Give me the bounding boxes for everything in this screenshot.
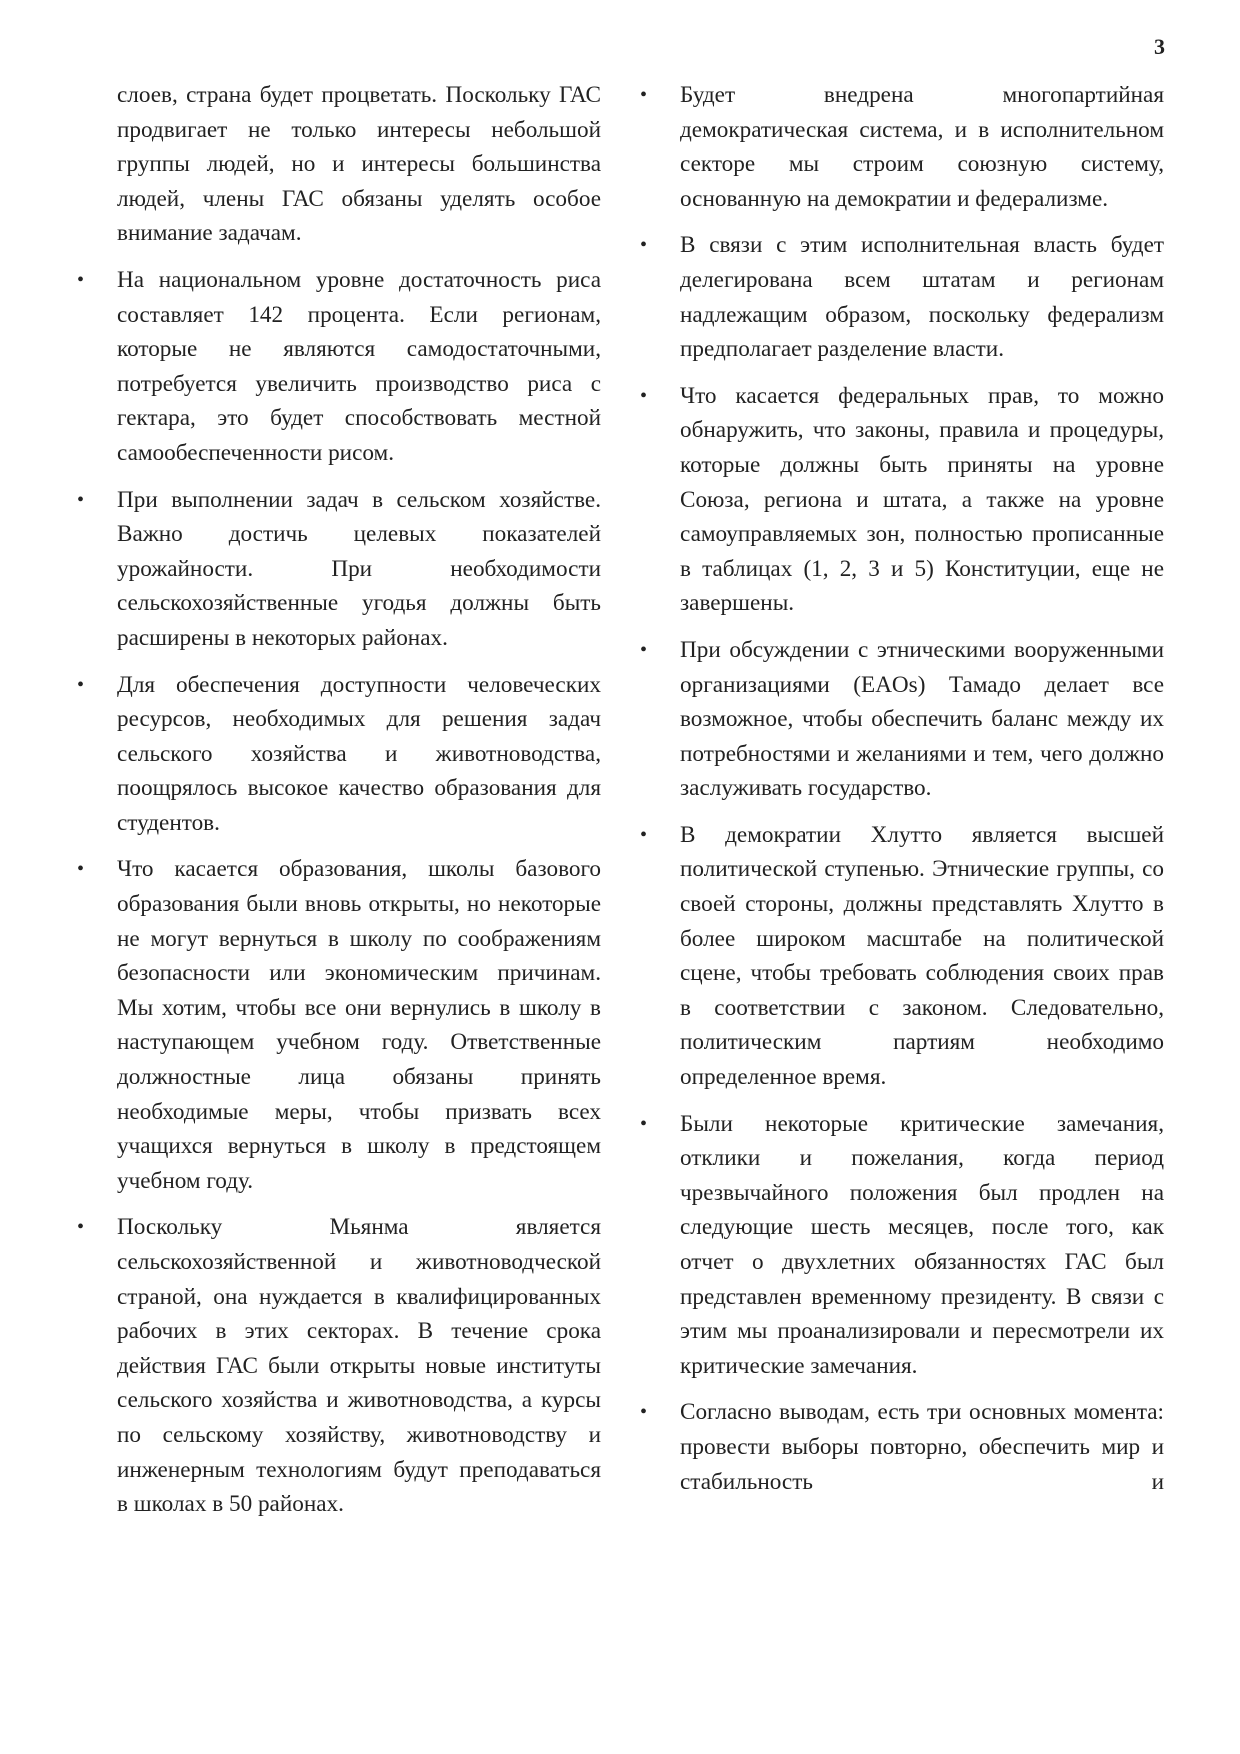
bullet-icon: • bbox=[640, 823, 648, 846]
bullet-text: При выполнении задач в сельском хозяйстве. Важно достичь целевых показателей урожайности. При необходимости сельскохозяйственные угодья должны быть расширены в некоторых районах. bbox=[117, 486, 601, 651]
bullet-text: При обсуждении с этническими вооруженными организациями (EAOs) Тамадо делает все возможное, чтобы обеспечить баланс между их потребностями и желаниями и тем, чего должно заслуживать государство. bbox=[680, 636, 1164, 802]
bullet-icon: • bbox=[640, 638, 648, 661]
bullet-text: На национальном уровне достаточность риса составляет 142 процента. Если регионам, которые не являются самодостаточными, потребуется увеличить производство риса с гектара, это будет способствовать местной самообеспеченности рисом. bbox=[117, 266, 601, 466]
bullet-icon: • bbox=[640, 84, 648, 106]
bullet-text: Что касается образования, школы базового образования были вновь открыты, но некоторые не могут вернуться в школу по соображениям безопасности или экономическим причинам. Мы хотим, чтобы все они вернулись в школу в наступающем учебном году. Ответственные должностные лица обязаны принять необходимые меры, чтобы призвать всех учащихся вернуться в школу в предстоящем учебном году. bbox=[117, 856, 601, 1194]
bullet-text: В связи с этим исполнительная власть будет делегирована всем штатам и регионам надлежащим образом, поскольку федерализм предполагает разделение власти. bbox=[680, 232, 1164, 363]
bullet-icon: • bbox=[640, 234, 648, 257]
paragraph bbox=[117, 78, 601, 251]
bullet-text: Были некоторые критические замечания, отклики и пожелания, когда период чрезвычайного положения был продлен на следующие шесть месяцев, после того, как отчет о двухлетних обязанностях ГАС был представлен временному президенту. В связи с этим мы проанализировали и пересмотрели их критические замечания. bbox=[680, 1110, 1164, 1379]
bullet-text: Будет внедрена многопартийная демократическая система, и в исполнительном секторе мы строим союзную систему, основанную на демократии и федерализме. bbox=[680, 82, 1164, 212]
left-column bbox=[77, 78, 601, 1534]
paragraph-text: слоев, страна будет процветать. Поскольку ГАС продвигает не только интересы небольшой группы людей, но и интересы большинства людей, члены ГАС обязаны уделять особое внимание задачам. bbox=[117, 82, 601, 247]
bullet-item bbox=[77, 852, 601, 1198]
bullet-icon: • bbox=[77, 488, 85, 511]
right-column bbox=[640, 78, 1164, 1511]
bullet-icon: • bbox=[640, 1401, 648, 1424]
bullet-icon: • bbox=[77, 858, 85, 881]
bullet-text: Что касается федеральных прав, то можно обнаружить, что законы, правила и процедуры, которые должны быть приняты на уровне Союза, региона и штата, а также на уровне самоуправляемых зон, полностью прописанные в таблицах (1, 2, 3 и 5) Конституции, еще не завершены. bbox=[680, 382, 1164, 617]
bullet-item bbox=[77, 263, 601, 471]
bullet-text: Для обеспечения доступности человеческих ресурсов, необходимых для решения задач сельского хозяйства и животноводства, поощрялось высокое качество образования для студентов. bbox=[117, 671, 601, 836]
bullet-icon: • bbox=[77, 1216, 85, 1239]
bullet-text: В демократии Хлутто является высшей политической ступенью. Этнические группы, со своей стороны, должны представлять Хлутто в более широком масштабе на политической сцене, чтобы требовать соблюдения своих прав в соответствии с законом. Следовательно, политическим партиям необходимо определенное время. bbox=[680, 821, 1164, 1091]
bullet-item bbox=[640, 633, 1164, 806]
bullet-item bbox=[640, 228, 1164, 366]
bullet-icon: • bbox=[77, 673, 85, 696]
bullet-text: Поскольку Мьянма является сельскохозяйственной и животноводческой страной, она нуждается в квалифицированных рабочих в этих секторах. В течение срока действия ГАС были открыты новые институты сельского хозяйства и животноводства, а курсы по сельскому хозяйству, животноводству и инженерным технологиям будут преподаваться в школах в 50 районах. bbox=[117, 1214, 601, 1518]
bullet-item bbox=[640, 1107, 1164, 1384]
bullet-item bbox=[640, 1395, 1164, 1499]
bullet-icon: • bbox=[640, 384, 648, 407]
bullet-item bbox=[77, 1210, 601, 1521]
bullet-icon: • bbox=[77, 268, 85, 291]
bullet-text: Согласно выводам, есть три основных момента: провести выборы повторно, обеспечить мир и стабильность и bbox=[680, 1399, 1164, 1495]
bullet-item bbox=[640, 379, 1164, 621]
bullet-icon: • bbox=[640, 1112, 648, 1135]
bullet-item bbox=[77, 668, 601, 841]
bullet-item bbox=[640, 818, 1164, 1095]
bullet-item bbox=[77, 483, 601, 656]
bullet-item bbox=[640, 78, 1164, 216]
page-number: 3 bbox=[1154, 34, 1165, 59]
